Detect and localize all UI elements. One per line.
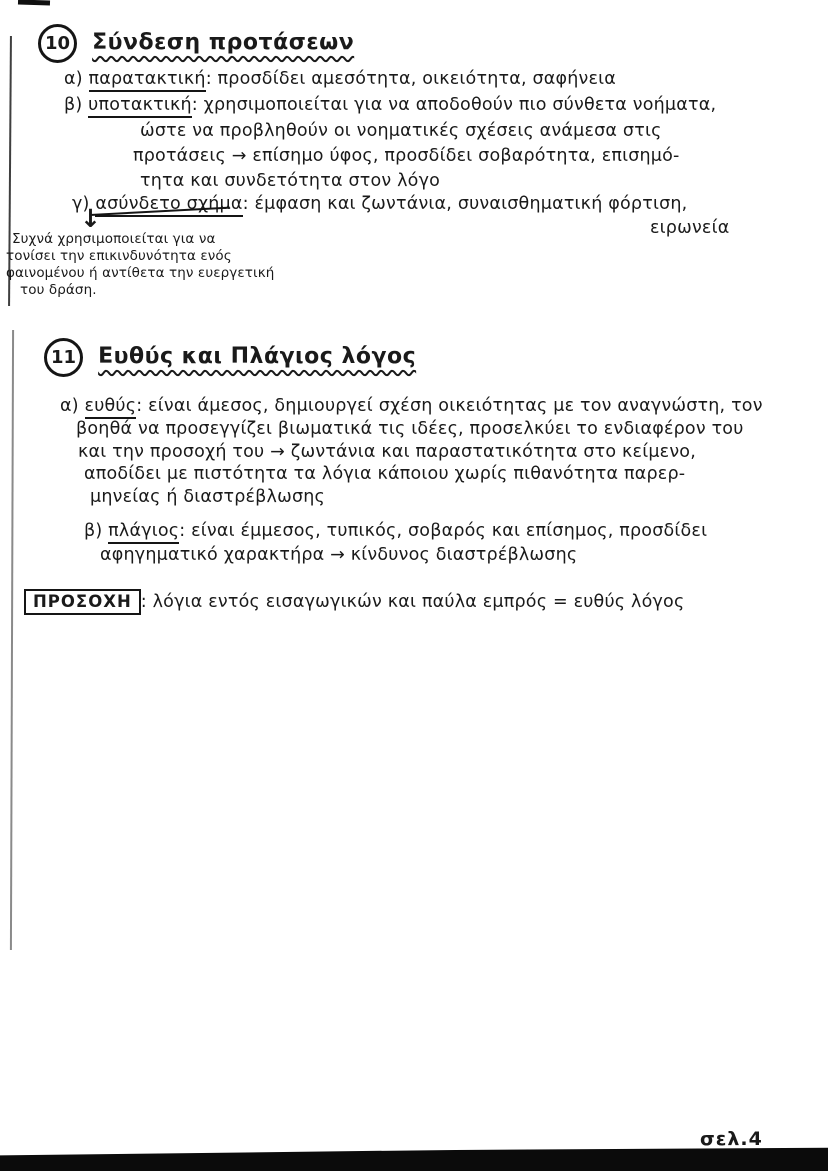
- section11-title: Ευθύς και Πλάγιος λόγος: [98, 343, 417, 369]
- down-arrow-icon: ↓: [80, 204, 101, 233]
- item-label: α): [60, 396, 79, 416]
- section11-item-a: [60, 396, 763, 416]
- scan-edge-mark: [18, 0, 50, 6]
- section11-heading: [44, 338, 416, 377]
- section10-title: Σύνδεση προτάσεων: [92, 29, 355, 55]
- section10-item-b: [64, 95, 716, 115]
- section10-note-line3: φαινομένου ή αντίθετα την ευεργετική: [6, 265, 275, 281]
- section11-item-a-line4: αποδίδει με πιστότητα τα λόγια κάποιου χωρίς πιθανότητα παρερ-: [84, 464, 686, 484]
- item-text: : χρησιμοποιείται για να αποδοθούν πιο σύνθετα νοήματα,: [191, 95, 717, 115]
- item-text: : είναι άμεσος, δημιουργεί σχέση οικειότητας με τον αναγνώστη, τον: [136, 396, 763, 416]
- page-number-label: σελ.4: [700, 1128, 763, 1150]
- section11-item-b: [84, 521, 707, 541]
- item-text: : προσδίδει αμεσότητα, οικειότητα, σαφήνεια: [205, 69, 617, 89]
- item-text: : είναι έμμεσος, τυπικός, σοβαρός και επίσημος, προσδίδει: [179, 521, 708, 541]
- item-term: πλάγιος: [108, 521, 179, 544]
- section11-item-a-line2: βοηθά να προσεγγίζει βιωματικά τις ιδέες, προσελκύει το ενδιαφέρον του: [76, 419, 744, 439]
- section10-item-g-line2: ειρωνεία: [650, 218, 730, 238]
- section11-number-badge: 11: [44, 338, 83, 377]
- section10-note-line1: Συχνά χρησιμοποιείται για να: [12, 231, 216, 247]
- item-label: β): [84, 521, 103, 541]
- margin-rule-line: [10, 330, 14, 950]
- section10-item-b-line2: ώστε να προβληθούν οι νοηματικές σχέσεις ανάμεσα στις: [140, 121, 662, 141]
- section10-item-b-line3: προτάσεις → επίσημο ύφος, προσδίδει σοβαρότητα, επισημό-: [133, 146, 680, 166]
- section10-item-b-line4: τητα και συνδετότητα στον λόγο: [140, 171, 441, 191]
- item-label: β): [64, 95, 83, 115]
- attention-note: [24, 589, 684, 615]
- item-term: υποτακτική: [88, 95, 192, 118]
- section10-note-line4: του δράση.: [20, 282, 97, 298]
- section10-item-a: [64, 69, 616, 89]
- item-label: γ): [72, 194, 90, 214]
- item-label: α): [64, 69, 83, 89]
- item-term: ασύνδετο σχήμα: [95, 194, 242, 217]
- section11-item-a-line5: μηνείας ή διαστρέβλωσης: [90, 487, 325, 507]
- section11-item-b-line2: αφηγηματικό χαρακτήρα → κίνδυνος διαστρέβλωσης: [100, 545, 578, 565]
- attention-box-label: ΠΡΟΣΟΧΗ: [24, 589, 141, 615]
- item-term: ευθύς: [85, 396, 137, 419]
- section11-item-a-line3: και την προσοχή του → ζωντάνια και παραστατικότητα στο κείμενο,: [78, 442, 696, 462]
- section10-number-badge: 10: [38, 24, 77, 63]
- section10-heading: [38, 24, 354, 63]
- item-term: παρατακτική: [89, 69, 206, 92]
- attention-text: : λόγια εντός εισαγωγικών και παύλα εμπρός = ευθύς λόγος: [140, 592, 685, 612]
- item-text: : έμφαση και ζωντάνια, συναισθηματική φόρτιση,: [242, 194, 688, 214]
- section10-note-line2: τονίσει την επικινδυνότητα ενός: [6, 248, 232, 264]
